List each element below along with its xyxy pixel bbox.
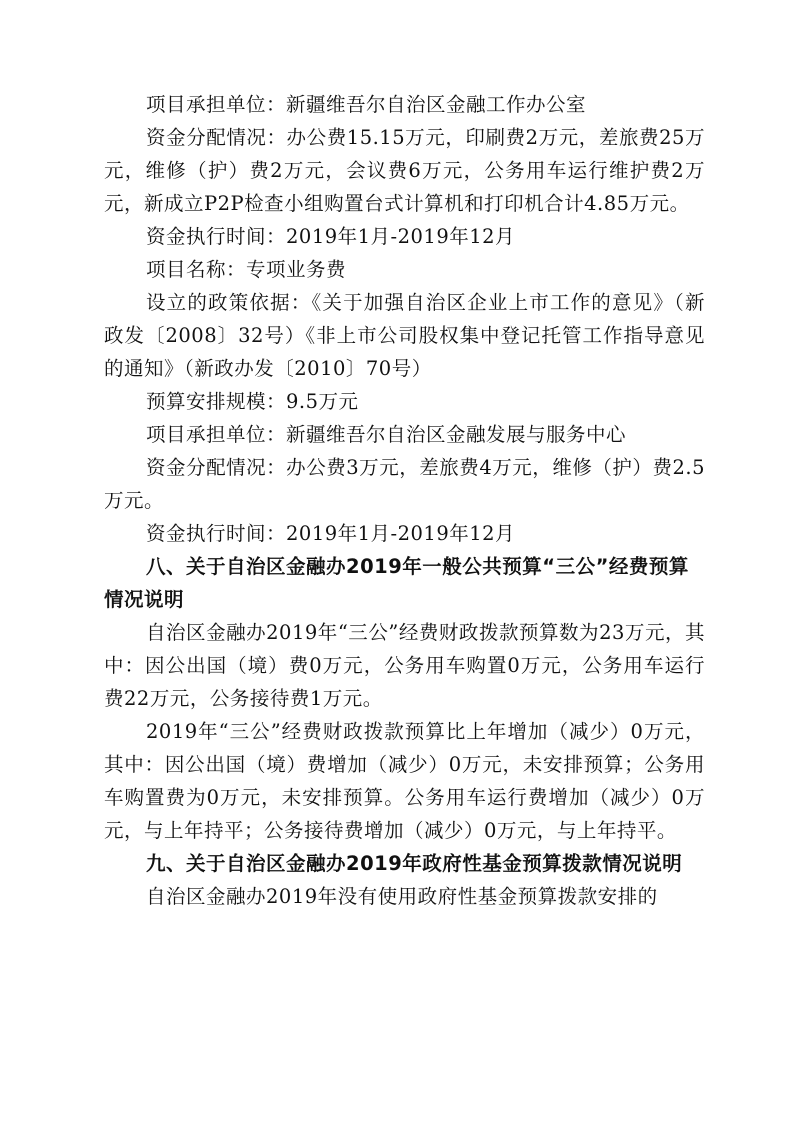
policy-basis: 设立的政策依据：《关于加强自治区企业上市工作的意见》（新政发〔2008〕32号）《非上市公司股权集中登记托管工作指导意见的通知》（新政办发〔2010〕70号） (104, 291, 705, 380)
fund-allocation-2: 资金分配情况：办公费3万元，差旅费4万元，维修（护）费2.5万元。 (104, 456, 705, 512)
project-name: 项目名称：专项业务费 (146, 258, 347, 281)
budget-scale: 预算安排规模：9.5万元 (146, 390, 359, 413)
project-unit-2: 项目承担单位：新疆维吾尔自治区金融发展与服务中心 (146, 423, 627, 446)
execution-time-1: 资金执行时间：2019年1月-2019年12月 (146, 225, 516, 248)
fund-allocation-1: 资金分配情况：办公费15.15万元，印刷费2万元，差旅费25万元，维修（护）费2万元，会议费6万元，公务用车运行维护费2万元，新成立P2P检查小组购置台式计算机和打印机合计4.85万元。 (104, 126, 705, 215)
three-public-change-paragraph: 2019年“三公”经费财政拨款预算比上年增加（减少）0万元，其中：因公出国（境）费增加（减少）0万元，未安排预算；公务用车购置费为0万元，未安排预算。公务用车运行费增加（减少）0万元，与上年持平；公务接待费增加（减少）0万元，与上年持平。 (104, 720, 705, 842)
three-public-budget-paragraph: 自治区金融办2019年“三公”经费财政拨款预算数为23万元，其中：因公出国（境）费0万元，公务用车购置0万元，公务用车运行费22万元，公务接待费1万元。 (104, 621, 705, 710)
project-unit-1: 项目承担单位：新疆维吾尔自治区金融工作办公室 (146, 93, 587, 116)
execution-time-2: 资金执行时间：2019年1月-2019年12月 (146, 522, 516, 545)
government-fund-paragraph: 自治区金融办2019年没有使用政府性基金预算拨款安排的 (146, 885, 658, 908)
section-heading-9: 九、关于自治区金融办2019年政府性基金预算拨款情况说明 (146, 852, 683, 875)
section-heading-8: 八、关于自治区金融办2019年一般公共预算“三公”经费预算情况说明 (104, 555, 689, 611)
